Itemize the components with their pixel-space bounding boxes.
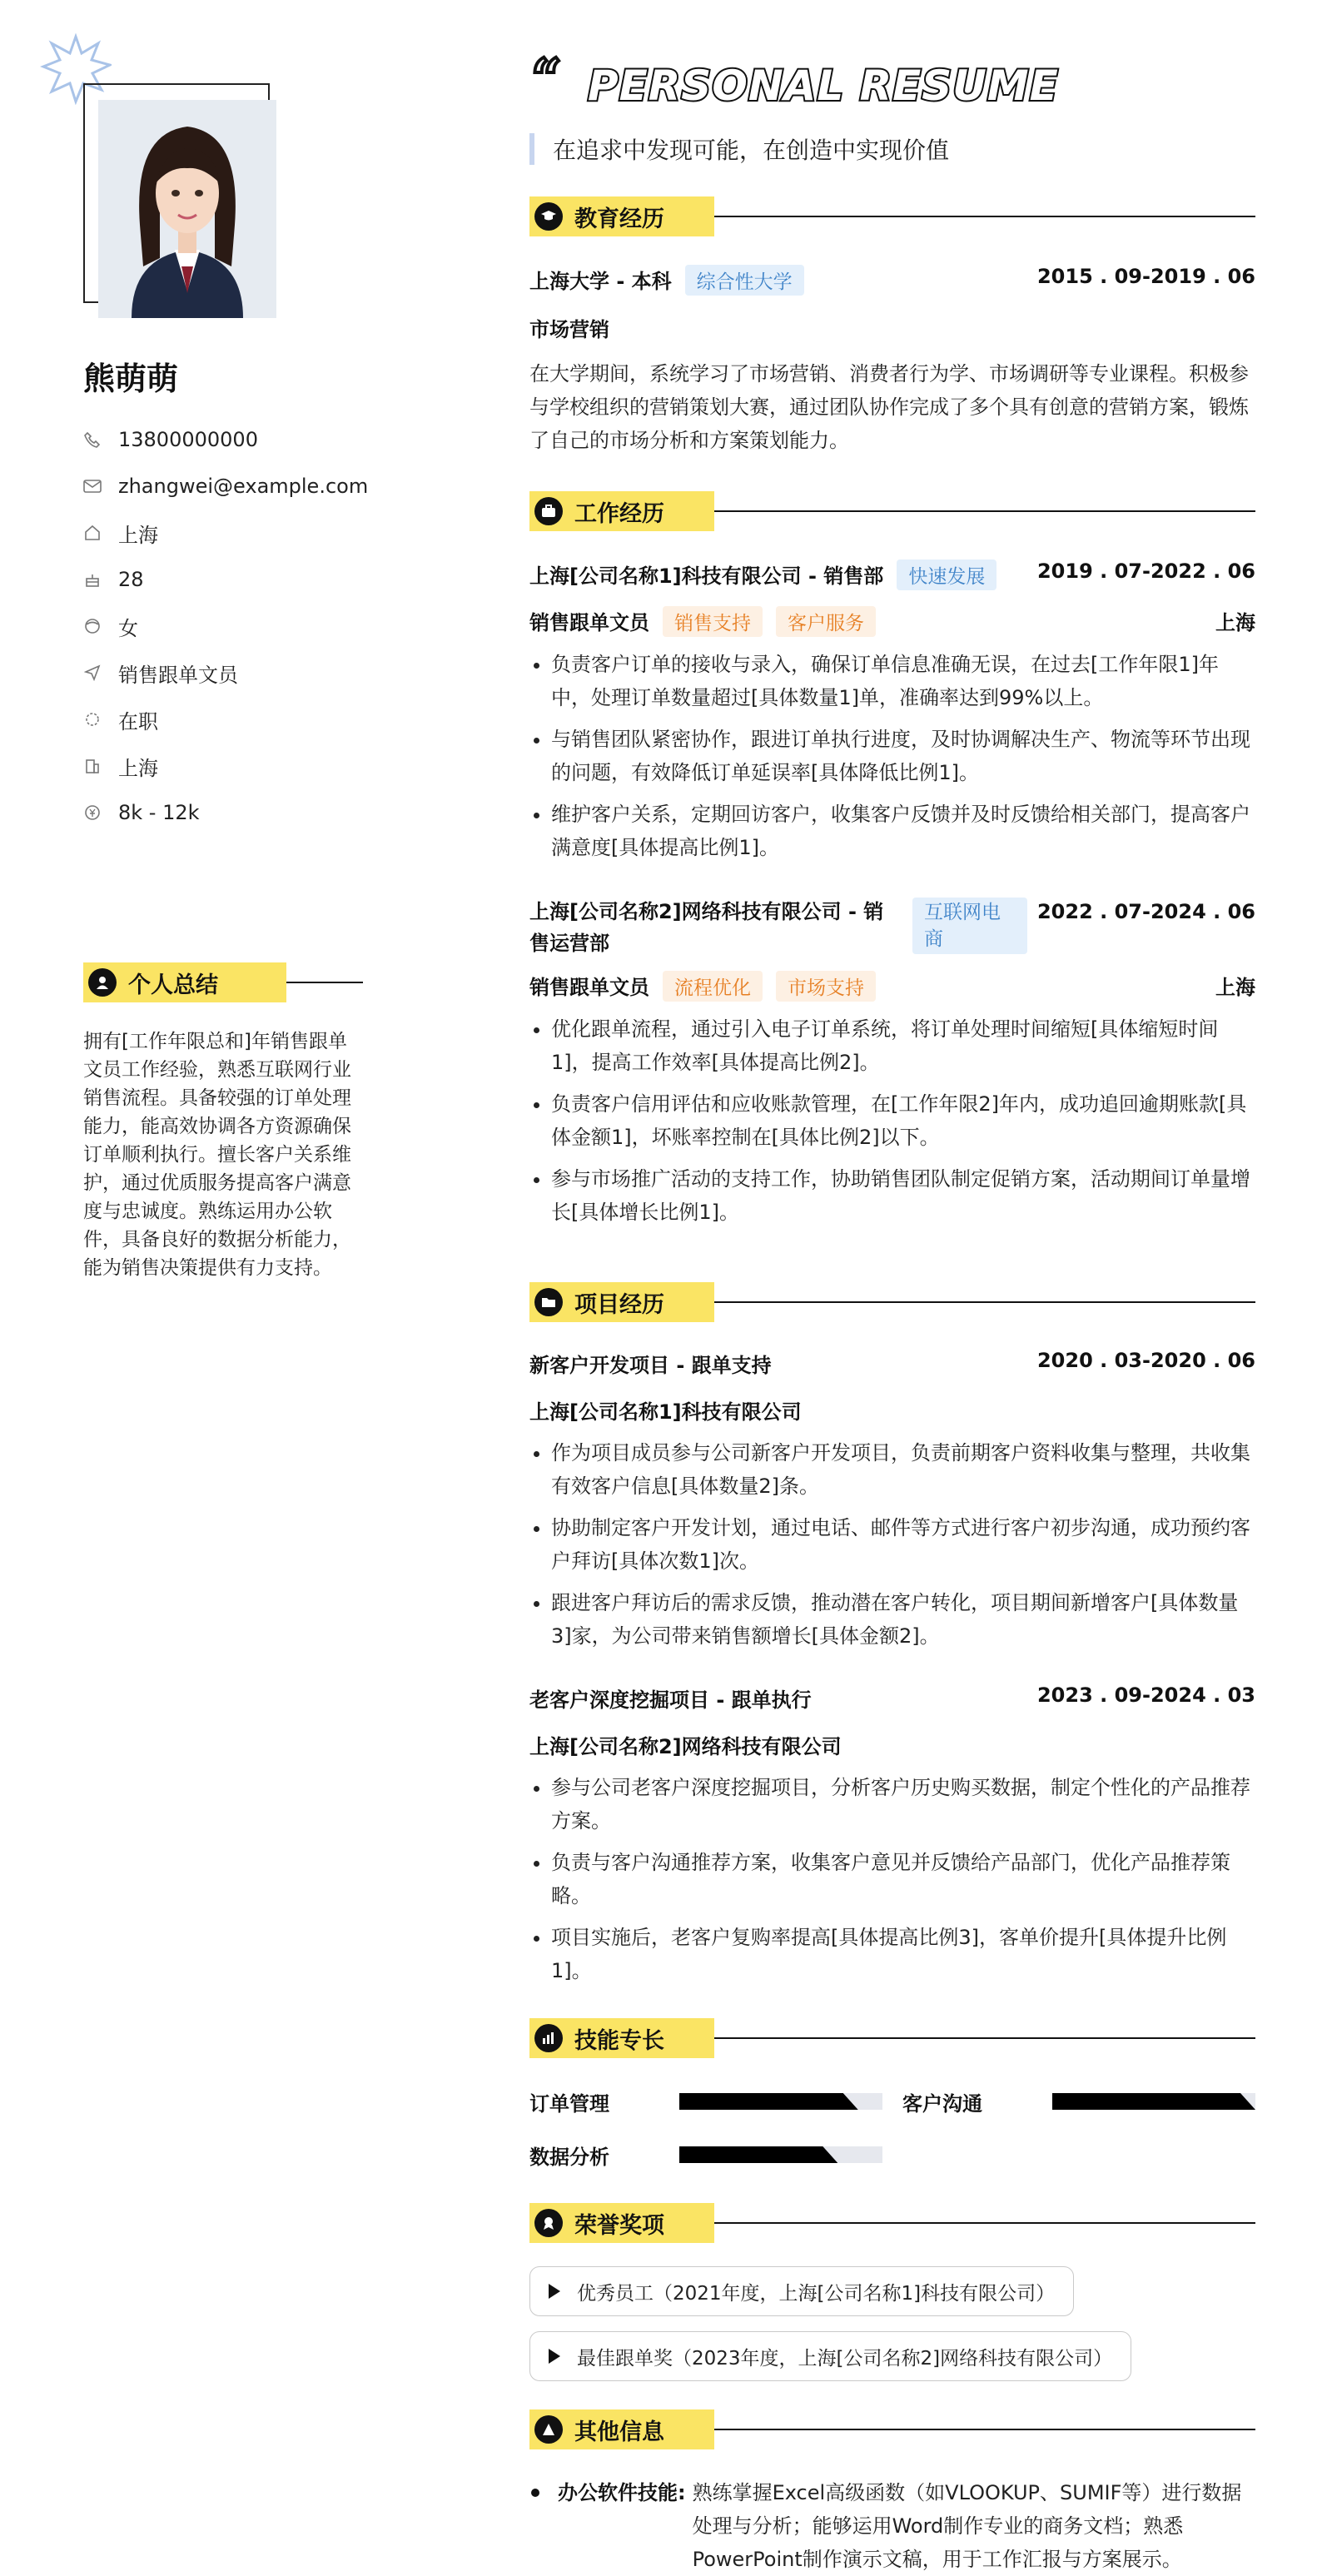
list-item: • 跟进客户拜访后的需求反馈，推动潜在客户转化，项目期间新增客户[具体数量3]家，为公司带来销售额增长[具体金额2]。 (551, 1586, 1255, 1653)
company-badge: 快速发展 (897, 559, 996, 590)
section-divider (286, 982, 363, 983)
section-divider (714, 216, 1255, 217)
section-divider (714, 2429, 1255, 2430)
skill-item (529, 2141, 1255, 2168)
skills-section-header (529, 2018, 1255, 2058)
briefcase-icon (534, 497, 563, 525)
info-text: 8k - 12k (118, 801, 200, 824)
list-item (529, 2476, 1255, 2576)
project-entry (529, 1683, 1255, 1996)
job-bullets (529, 648, 1255, 864)
list-item: • 作为项目成员参与公司新客户开发项目，负责前期客户资料收集与整理，共收集有效客户信息[具体数量2]条。 (551, 1436, 1255, 1503)
subtitle (529, 132, 949, 167)
skill-bar (679, 2093, 882, 2110)
bullet-dot (531, 2489, 539, 2497)
project-entry (529, 1349, 1255, 1661)
work-section-header (529, 491, 1255, 531)
section-title: 技能专长 (574, 2027, 664, 2054)
education-section-header (529, 196, 1255, 236)
section-title: 教育经历 (574, 206, 664, 232)
profile-name: 熊萌萌 (83, 361, 179, 397)
other-label: 办公软件技能: (558, 2481, 686, 2504)
education-description: 在大学期间，系统学习了市场营销、消费者行为学、市场调研等专业课程。积极参与学校组织的营销策划大赛，通过团队协作完成了多个具有创意的营销方案，锻炼了自己的市场分析和方案策划能力。 (529, 362, 1249, 452)
list-item: • 参与市场推广活动的支持工作，协助销售团队制定促销方案，活动期间订单量增长[具体增长比例1]。 (551, 1162, 1255, 1229)
summary-text: 拥有[工作年限总和]年销售跟单文员工作经验，熟悉互联网行业销售流程。具备较强的订单处理能力，能高效协调各方资源确保订单顺利执行。擅长客户关系维护，通过优质服务提高客户满意度与忠诚度。熟练运用办公软件，具备良好的数据分析能力，能为销售决策提供有力支持。 (83, 1031, 351, 1279)
company-name: 上海[公司名称1]科技有限公司 - 销售部 (529, 564, 884, 588)
list-item: • 参与公司老客户深度挖掘项目，分析客户历史购买数据，制定个性化的产品推荐方案。 (551, 1771, 1255, 1838)
summary-section-header (83, 962, 363, 1002)
skill-name: 数据分析 (529, 2145, 609, 2169)
award-text: 最佳跟单奖（2023年度，上海[公司名称2]网络科技有限公司） (577, 2347, 1113, 2370)
skill-fill (679, 2146, 837, 2163)
job-tag: 客户服务 (776, 606, 876, 637)
section-title: 其他信息 (574, 2419, 664, 2445)
info-text: 销售跟单文员 (118, 663, 238, 687)
salary-icon (83, 803, 102, 822)
section-divider (714, 2222, 1255, 2224)
list-item: • 项目实施后，老客户复购率提高[具体提高比例3]，客单价提升[具体提升比例1]。 (551, 1921, 1255, 1987)
info-text: 13800000000 (118, 428, 258, 451)
info-text: zhangwei@example.com (118, 475, 369, 498)
skill-bar (679, 2146, 882, 2163)
status-icon (83, 710, 102, 729)
school-name: 上海大学 - 本科 (529, 270, 672, 293)
mail-icon (83, 477, 102, 495)
avatar (98, 100, 276, 318)
job-bullets (529, 1012, 1255, 1229)
education-entry (529, 265, 1255, 457)
info-row-city (83, 743, 450, 789)
title-text: PERSONAL RESUME (588, 62, 1059, 110)
company-badge: 互联网电商 (912, 898, 1027, 954)
chart-icon (534, 2024, 563, 2052)
phone-icon (83, 430, 102, 449)
job-role: 销售跟单文员 (529, 611, 649, 634)
list-item: • 优化跟单流程，通过引入电子订单系统，将订单处理时间缩短[具体缩短时间1]，提高工作效率[具体提高比例2]。 (551, 1012, 1255, 1079)
project-bullets (529, 1771, 1255, 1987)
awards-section-header (529, 2203, 1255, 2243)
work-entry (529, 559, 1255, 873)
job-tag: 流程优化 (663, 971, 763, 1002)
job-role: 销售跟单文员 (529, 976, 649, 999)
info-text: 上海 (118, 756, 158, 780)
project-bullets (529, 1436, 1255, 1653)
list-item: • 负责客户信用评估和应收账款管理，在[工作年限2]年内，成功追回逾期账款[具体金额1]，坏账率控制在[具体比例2]以下。 (551, 1087, 1255, 1154)
job-tag: 销售支持 (663, 606, 763, 637)
section-divider (714, 1301, 1255, 1303)
school-badge: 综合性大学 (685, 265, 804, 296)
page-title (529, 50, 1062, 120)
info-text: 28 (118, 568, 144, 591)
home-icon (83, 524, 102, 542)
skill-item (902, 2088, 1255, 2115)
contact-info-list (83, 416, 450, 836)
list-item: • 负责客户订单的接收与录入，确保订单信息准确无误，在过去[工作年限1]年中，处理订单数量超过[具体数量1]单，准确率达到99%以上。 (551, 648, 1255, 714)
gender-icon (83, 617, 102, 635)
section-title: 工作经历 (574, 500, 664, 527)
projects-section-header (529, 1282, 1255, 1322)
info-text: 上海 (118, 523, 158, 547)
list-item: • 协助制定客户开发计划，通过电话、邮件等方式进行客户初步沟通，成功预约客户拜访[具体次数1]次。 (551, 1511, 1255, 1578)
project-name: 新客户开发项目 - 跟单支持 (529, 1354, 772, 1377)
play-triangle-icon (549, 2284, 560, 2299)
project-date: 2020 . 03-2020 . 06 (1036, 1349, 1255, 1372)
info-text: 在职 (118, 709, 158, 734)
info-icon (534, 2415, 563, 2444)
list-item: • 与销售团队紧密协作，跟进订单执行进度，及时协调解决生产、物流等环节出现的问题，有效降低订单延误率[具体降低比例1]。 (551, 723, 1255, 789)
info-row-salary (83, 789, 450, 836)
info-row-phone (83, 416, 450, 463)
skill-name: 客户沟通 (902, 2091, 982, 2116)
info-row-gender (83, 603, 450, 649)
job-city: 上海 (1215, 611, 1255, 634)
project-company: 上海[公司名称2]网络科技有限公司 (529, 1735, 842, 1758)
job-city: 上海 (1215, 976, 1255, 999)
cake-icon (83, 570, 102, 589)
subtitle-text: 在追求中发现可能，在创造中实现价值 (553, 137, 950, 164)
list-item: • 维护客户关系，定期回访客户，收集客户反馈并及时反馈给相关部门，提高客户满意度[具体提高比例1]。 (551, 798, 1255, 864)
subtitle-bar (529, 133, 534, 165)
building-icon (83, 757, 102, 775)
award-item[interactable] (529, 2266, 1074, 2316)
info-row-age (83, 556, 450, 603)
section-title: 个人总结 (128, 972, 218, 998)
awards-list (529, 2266, 1255, 2381)
work-date: 2019 . 07-2022 . 06 (1036, 559, 1255, 583)
education-date: 2015 . 09-2019 . 06 (1036, 265, 1255, 288)
info-row-email (83, 463, 450, 510)
info-row-position (83, 649, 450, 696)
section-divider (714, 2037, 1255, 2039)
other-section-header (529, 2409, 1255, 2449)
play-triangle-icon (549, 2349, 560, 2364)
section-title: 荣誉奖项 (574, 2212, 664, 2239)
major: 市场营销 (529, 318, 609, 341)
job-tag: 市场支持 (776, 971, 876, 1002)
other-text: 熟练掌握Excel高级函数（如VLOOKUP、SUMIF等）进行数据处理与分析；能够运用Word制作专业的商务文档；熟悉PowerPoint制作演示文稿，用于工作汇报与方案展示。 (692, 2481, 1242, 2571)
project-date: 2023 . 09-2024 . 03 (1036, 1683, 1255, 1707)
skill-fill (679, 2093, 858, 2110)
other-info-list (529, 2476, 1255, 2576)
skill-bar (1052, 2093, 1255, 2110)
section-divider (714, 510, 1255, 512)
project-name: 老客户深度挖掘项目 - 跟单执行 (529, 1688, 812, 1712)
award-icon (534, 2209, 563, 2237)
work-date: 2022 . 07-2024 . 06 (1036, 900, 1255, 923)
send-icon (83, 664, 102, 682)
skill-item (529, 2088, 902, 2115)
project-company: 上海[公司名称1]科技有限公司 (529, 1400, 802, 1424)
info-row-status (83, 696, 450, 743)
list-item: • 负责与客户沟通推荐方案，收集客户意见并反馈给产品部门，优化产品推荐策略。 (551, 1846, 1255, 1912)
skills-list (529, 2088, 1255, 2168)
svg-text:“: “ (531, 50, 562, 110)
graduation-cap-icon (534, 202, 563, 231)
work-entry (529, 896, 1255, 1237)
info-text: 女 (118, 616, 138, 640)
section-title: 项目经历 (574, 1291, 664, 1318)
award-text: 优秀员工（2021年度，上海[公司名称1]科技有限公司） (577, 2282, 1056, 2305)
skill-fill (1052, 2093, 1255, 2110)
company-name: 上海[公司名称2]网络科技有限公司 - 销售运营部 (529, 900, 884, 955)
folder-icon (534, 1288, 563, 1316)
award-item[interactable] (529, 2331, 1131, 2381)
left-column (0, 0, 466, 2576)
skill-name: 订单管理 (529, 2091, 609, 2116)
person-icon (88, 968, 117, 997)
info-row-location (83, 510, 450, 556)
